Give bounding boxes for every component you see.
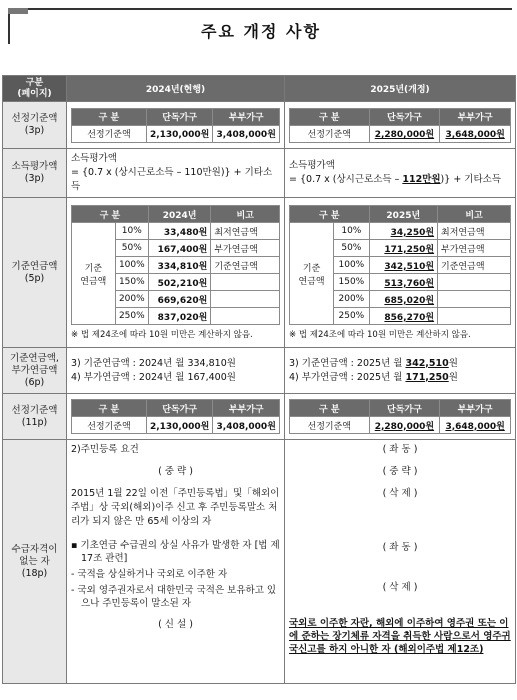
text-line: 4) 부가연금액 : 2024년 월 167,400원: [71, 371, 236, 383]
cell-2024: [67, 198, 285, 348]
value-cell: 167,400원: [148, 240, 210, 257]
row-base-pension: [3, 198, 516, 348]
cell-2024: [67, 348, 285, 394]
row-income-evaluation: [3, 149, 516, 198]
text-span: )} + 기타소득: [440, 174, 502, 185]
inner-table: [71, 399, 280, 434]
inner-header: 2025년: [369, 206, 438, 223]
inner-header: 구 분: [72, 206, 149, 223]
row-selection-criteria: [3, 102, 516, 149]
cell-2025: [285, 394, 516, 440]
pct-cell: 100%: [115, 257, 148, 274]
bullet-item: ▪ 기초연금 수급권의 상실 사유가 발생한 자 [법 제17조 관련]: [71, 540, 280, 564]
pct-cell: 150%: [115, 274, 148, 291]
inner-value: 3,408,000원: [213, 417, 280, 434]
text-span: 원: [448, 371, 458, 383]
value-cell: 334,810원: [148, 257, 210, 274]
note-cell: [438, 308, 511, 325]
inner-label: 선정기준액: [72, 125, 147, 142]
row-label: 기준연금액 (5p): [3, 198, 67, 348]
text-line: ( 좌 동 ): [382, 444, 418, 455]
pct-cell: 250%: [115, 308, 148, 325]
text-line: ( 삭 제 ): [382, 582, 418, 593]
note-cell: [211, 291, 280, 308]
row-ineligible-recipients: [3, 440, 516, 684]
cell-2025: [285, 102, 516, 149]
cell-2025: [285, 348, 516, 394]
text-span: 원: [448, 357, 458, 369]
title-bar: [8, 8, 512, 44]
row-label: 소득평가액 (3p): [3, 149, 67, 198]
pct-cell: 50%: [334, 240, 369, 257]
inner-header: 구 분: [72, 108, 147, 125]
pct-cell: 50%: [115, 240, 148, 257]
header-2025: 2025년(개정): [285, 76, 516, 102]
note-cell: [438, 274, 511, 291]
pct-cell: 10%: [115, 223, 148, 240]
cell-2024: [67, 102, 285, 149]
note-cell: [211, 308, 280, 325]
text-line: 3) 기준연금액 : 2024년 월 334,810원: [71, 357, 236, 369]
inner-value: 3,648,000원: [440, 417, 511, 434]
inner-header: 부부가구: [213, 400, 280, 417]
inner-header: 부부가구: [440, 400, 511, 417]
header-category: 구분 (페이지): [3, 76, 67, 102]
value-cell: 34,250원: [369, 223, 438, 240]
inner-header: 비고: [211, 206, 280, 223]
inner-value: 2,280,000원: [369, 125, 440, 142]
text-line: ( 신 설 ): [158, 619, 193, 630]
pct-cell: 10%: [334, 223, 369, 240]
text-line: = {0.7 x (상시근로소득 – 110만원)} + 기타소득: [71, 167, 273, 192]
value-cell: 669,620원: [148, 291, 210, 308]
text-line: [289, 357, 511, 371]
row-label: 선정기준액 (11p): [3, 394, 67, 440]
cell-2025: [285, 440, 516, 684]
bullet-item: - 국외 영주권자로서 대한민국 국적은 보유하고 있으나 주민등록이 말소된 자: [71, 585, 277, 609]
revision-table: [2, 75, 516, 684]
page-title: 주요 개정 사항: [201, 22, 321, 41]
text-line: ( 삭 제 ): [382, 488, 418, 499]
text-span: 3) 기준연금액 : 2025년 월: [289, 357, 406, 369]
cell-2025: [285, 198, 516, 348]
value-cell: 502,210원: [148, 274, 210, 291]
group-label: 기준 연금액: [72, 223, 116, 325]
pct-cell: 250%: [334, 308, 369, 325]
note-cell: 최저연금액: [438, 223, 511, 240]
inner-value: 2,130,000원: [146, 417, 213, 434]
inner-header: 단독가구: [146, 108, 213, 125]
value-cell: 342,510원: [369, 257, 438, 274]
inner-header: 단독가구: [146, 400, 213, 417]
header-2024: 2024년(현행): [67, 76, 285, 102]
cell-2024: [67, 394, 285, 440]
inner-value: 3,648,000원: [440, 125, 511, 142]
row-label: 수급자격이 없는 자 (18p): [3, 440, 67, 684]
inner-label: 선정기준액: [290, 417, 370, 434]
text-line: [289, 371, 511, 385]
inner-value: 3,408,000원: [213, 125, 280, 142]
inner-header: 구 분: [290, 206, 370, 223]
footnote: ※ 법 제24조에 따라 10원 미만은 계산하지 않음.: [71, 330, 253, 340]
footnote: ※ 법 제24조에 따라 10원 미만은 계산하지 않음.: [289, 330, 471, 340]
value-cell: 513,760원: [369, 274, 438, 291]
inner-header: 구 분: [72, 400, 147, 417]
inner-header: 단독가구: [369, 108, 440, 125]
row-label: 선정기준액 (3p): [3, 102, 67, 149]
changed-value: 112만원: [402, 174, 441, 185]
text-line: ( 좌 동 ): [382, 542, 418, 553]
inner-header: 2024년: [148, 206, 210, 223]
bullet-item: - 국적을 상실하거나 국외로 이주한 자: [71, 569, 228, 580]
text-line: ( 중 략 ): [158, 466, 193, 477]
value-cell: 685,020원: [369, 291, 438, 308]
text-line: ( 중 략 ): [382, 466, 418, 477]
changed-value: 342,510: [405, 357, 449, 369]
row-selection-criteria-11p: [3, 394, 516, 440]
inner-label: 선정기준액: [72, 417, 147, 434]
text-span: 4) 부가연금액 : 2025년 월: [289, 371, 406, 383]
cell-2024: [67, 149, 285, 198]
cell-2024: [67, 440, 285, 684]
inner-value: 2,280,000원: [369, 417, 440, 434]
note-cell: 최저연금액: [211, 223, 280, 240]
new-provision-text: 국외로 이주한 자란, 해외에 이주하여 영주권 또는 이에 준하는 장기체류 자격을 취득한 사람으로서 영주귀국신고를 하지 아니한 자 (해외이주법 제12조): [289, 618, 511, 655]
note-cell: [438, 291, 511, 308]
text-line: 소득평가액: [289, 160, 335, 171]
note-cell: 기준연금액: [438, 257, 511, 274]
text-line: [289, 173, 511, 187]
pct-cell: 150%: [334, 274, 369, 291]
changed-value: 171,250: [405, 371, 449, 383]
inner-header: 비고: [438, 206, 511, 223]
inner-header: 부부가구: [213, 108, 280, 125]
value-cell: 171,250원: [369, 240, 438, 257]
text-line: 소득평가액: [71, 153, 117, 164]
pct-cell: 200%: [334, 291, 369, 308]
value-cell: 837,020원: [148, 308, 210, 325]
text-block: 2015년 1월 22일 이전「주민등록법」및「해외이주법」상 국외(해외)이주 신고 후 주민등록말소 처리가 되지 않은 만 65세 이상의 자: [71, 488, 280, 527]
inner-table: [289, 108, 511, 143]
row-label: 기준연금액, 부가연금액 (6p): [3, 348, 67, 394]
inner-table: [289, 399, 511, 434]
cell-2025: [285, 149, 516, 198]
text-span: = {0.7 x (상시근로소득 –: [289, 174, 403, 185]
note-cell: 부가연금액: [438, 240, 511, 257]
pension-table-2024: [71, 205, 280, 325]
note-cell: 기준연금액: [211, 257, 280, 274]
value-cell: 33,480원: [148, 223, 210, 240]
group-label: 기준 연금액: [290, 223, 334, 325]
inner-header: 구 분: [290, 108, 370, 125]
note-cell: [211, 274, 280, 291]
inner-header: 단독가구: [369, 400, 440, 417]
inner-header: 구 분: [290, 400, 370, 417]
row-pension-amounts: [3, 348, 516, 394]
header-row: [3, 76, 516, 102]
pct-cell: 200%: [115, 291, 148, 308]
inner-value: 2,130,000원: [146, 125, 213, 142]
note-cell: 부가연금액: [211, 240, 280, 257]
value-cell: 856,270원: [369, 308, 438, 325]
inner-header: 부부가구: [440, 108, 511, 125]
text-line: 2)주민등록 요건: [71, 444, 139, 455]
pct-cell: 100%: [334, 257, 369, 274]
inner-table: [71, 108, 280, 143]
pension-table-2025: [289, 205, 511, 325]
inner-label: 선정기준액: [290, 125, 370, 142]
